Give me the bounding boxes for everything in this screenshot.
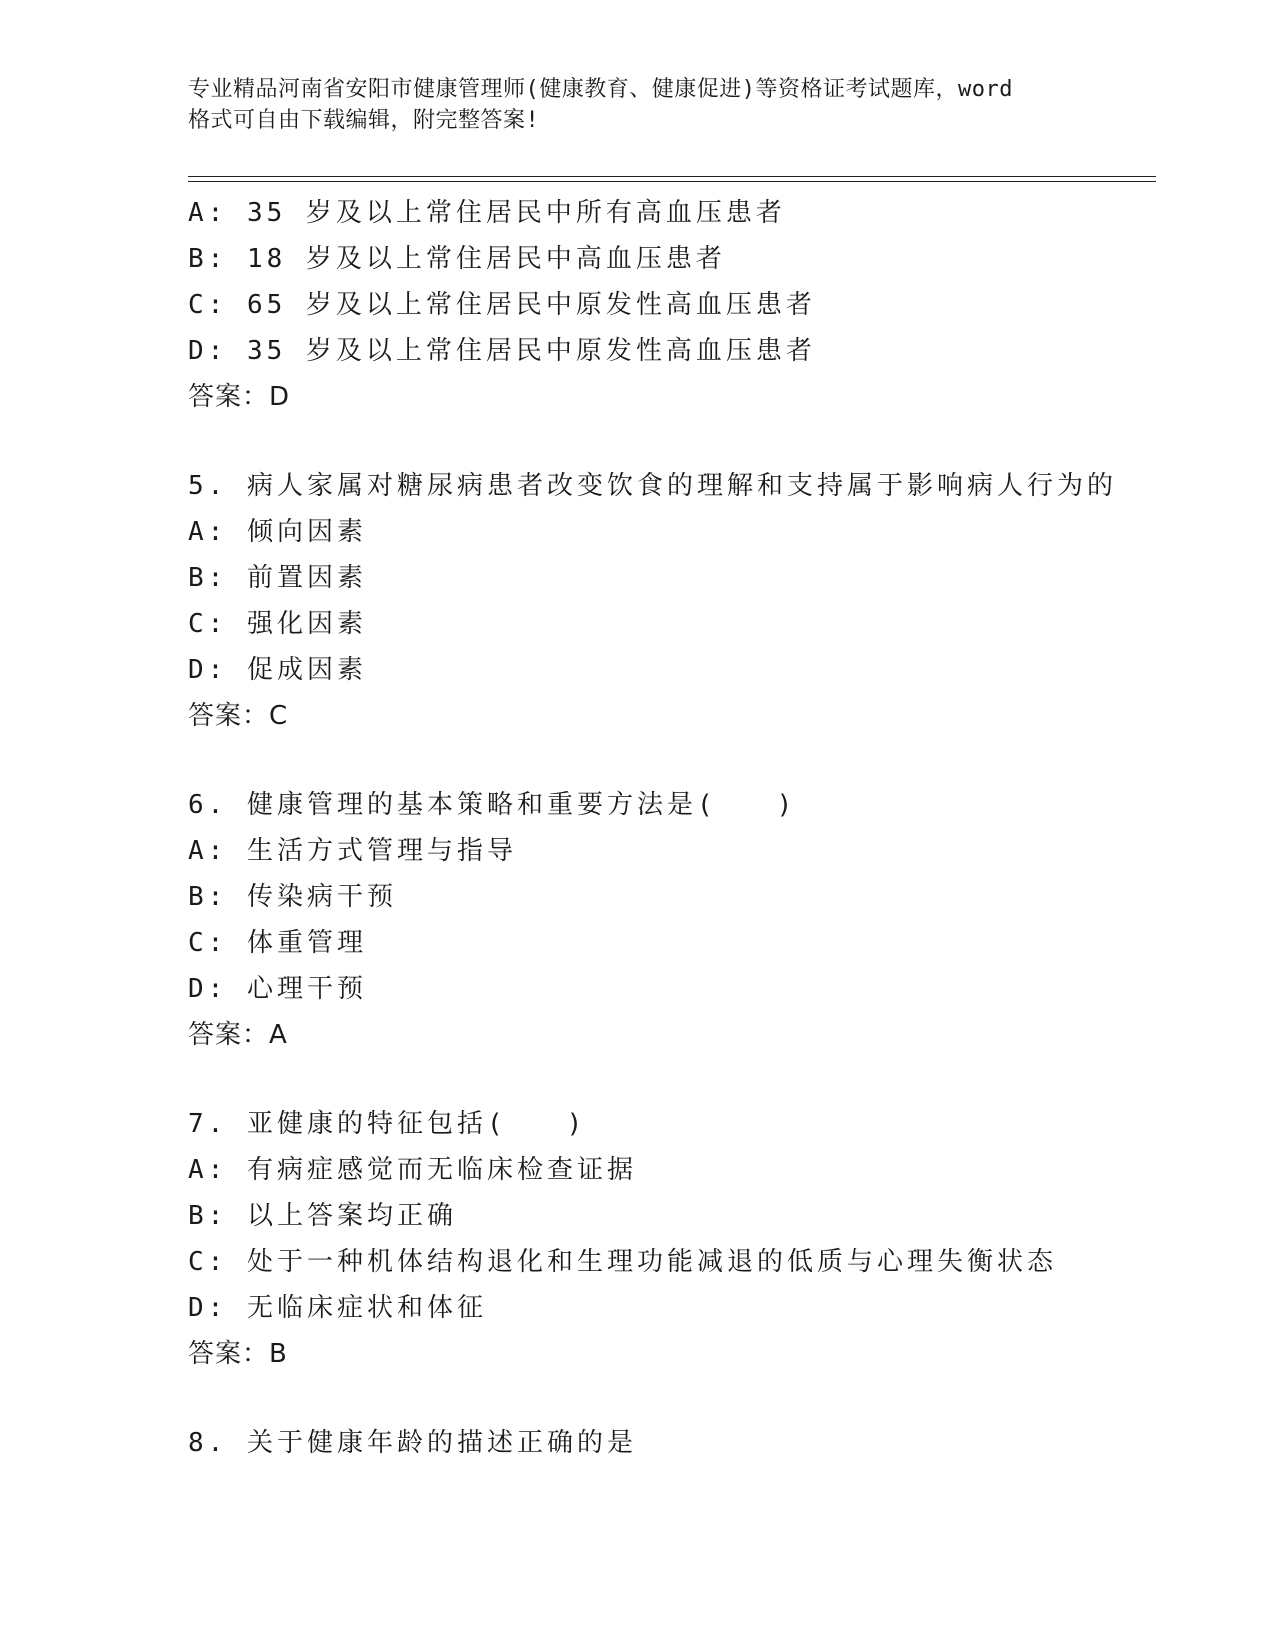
answer-line: 答案：A	[188, 1020, 288, 1050]
option-line: D: 无临床症状和体征	[188, 1293, 487, 1323]
option-line: A: 有病症感觉而无临床检查证据	[188, 1155, 637, 1185]
option-line: B: 传染病干预	[188, 882, 397, 912]
question-text: 6. 健康管理的基本策略和重要方法是( )	[188, 790, 797, 820]
option-line: A: 生活方式管理与指导	[188, 836, 517, 866]
answer-line: 答案：C	[188, 701, 289, 731]
question-text: 5. 病人家属对糖尿病患者改变饮食的理解和支持属于影响病人行为的	[188, 471, 1117, 501]
section-spacer	[188, 1058, 1168, 1101]
question-list	[188, 190, 1168, 1466]
option-line: C: 强化因素	[188, 609, 367, 639]
answer-line: 答案：D	[188, 382, 291, 412]
header-line-1: 专业精品河南省安阳市健康管理师(健康教育、健康促进)等资格证考试题库，word	[188, 77, 1013, 102]
option-line: C: 65 岁及以上常住居民中原发性高血压患者	[188, 290, 816, 320]
option-line: D: 促成因素	[188, 655, 367, 685]
section-spacer	[188, 420, 1168, 463]
header-line-2: 格式可自由下载编辑，附完整答案!	[188, 108, 540, 133]
option-line: A: 35 岁及以上常住居民中所有高血压患者	[188, 198, 786, 228]
option-line: B: 前置因素	[188, 563, 367, 593]
section-spacer	[188, 1377, 1168, 1420]
option-line: B: 以上答案均正确	[188, 1201, 457, 1231]
question-text: 8. 关于健康年龄的描述正确的是	[188, 1428, 637, 1458]
option-line: D: 心理干预	[188, 974, 367, 1004]
option-line: D: 35 岁及以上常住居民中原发性高血压患者	[188, 336, 816, 366]
header-divider-bottom	[188, 181, 1156, 182]
header-divider-top	[188, 176, 1156, 177]
answer-line: 答案：B	[188, 1339, 288, 1369]
section-spacer	[188, 739, 1168, 782]
option-line: B: 18 岁及以上常住居民中高血压患者	[188, 244, 726, 274]
document-header	[188, 74, 1088, 136]
option-line: C: 体重管理	[188, 928, 367, 958]
option-line: A: 倾向因素	[188, 517, 367, 547]
question-text: 7. 亚健康的特征包括( )	[188, 1109, 587, 1139]
option-line: C: 处于一种机体结构退化和生理功能减退的低质与心理失衡状态	[188, 1247, 1057, 1277]
